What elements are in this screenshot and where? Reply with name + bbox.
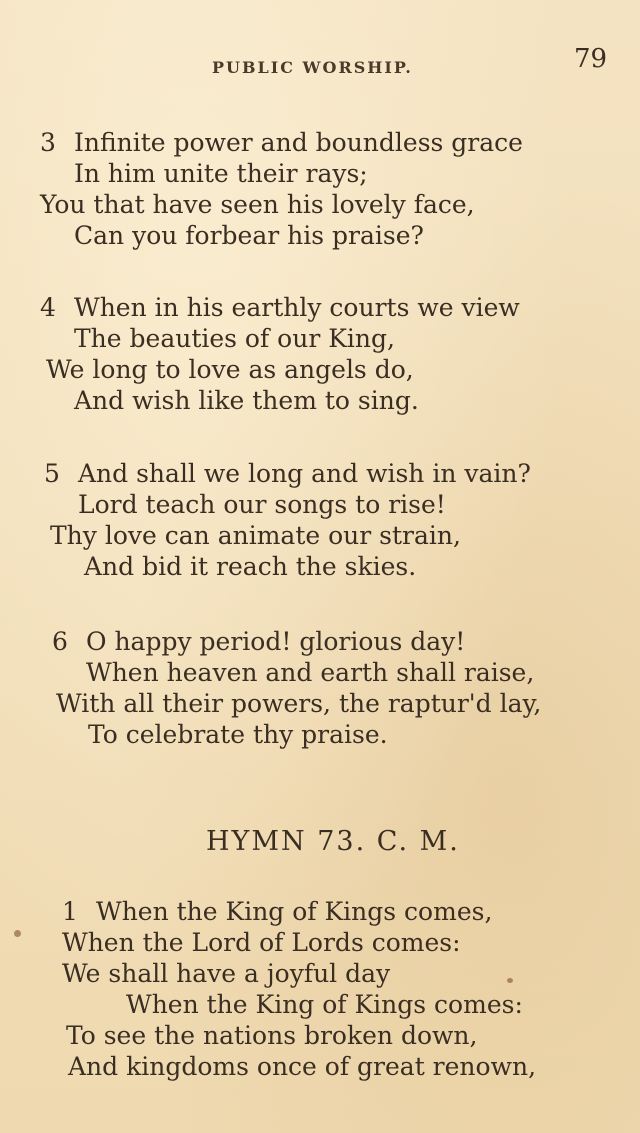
stanza-line: With all their powers, the raptur'd lay, bbox=[56, 689, 542, 718]
stanza-line: To celebrate thy praise. bbox=[88, 720, 388, 749]
stanza-line: 6 O happy period! glorious day! bbox=[52, 627, 466, 656]
stanza-number: 1 bbox=[62, 897, 78, 926]
stanza-number: 4 bbox=[40, 293, 56, 322]
stanza-line: In him unite their rays; bbox=[74, 159, 368, 188]
stanza-4 bbox=[40, 292, 520, 416]
stanza-3 bbox=[40, 127, 523, 251]
hymn-title: HYMN 73. C. M. bbox=[206, 826, 460, 857]
ink-spot bbox=[14, 930, 21, 937]
running-header: PUBLIC WORSHIP. bbox=[212, 58, 413, 77]
ink-spot bbox=[507, 978, 513, 983]
stanza-line: And bid it reach the skies. bbox=[84, 552, 417, 581]
stanza-number: 6 bbox=[52, 627, 68, 656]
stanza-line: And kingdoms once of great renown, bbox=[68, 1052, 537, 1081]
stanza-line: When the Lord of Lords comes: bbox=[62, 928, 461, 957]
stanza-line: When the King of Kings comes: bbox=[126, 990, 523, 1019]
stanza-line: When heaven and earth shall raise, bbox=[86, 658, 535, 687]
stanza-line: You that have seen his lovely face, bbox=[40, 190, 475, 219]
stanza-number: 5 bbox=[44, 459, 60, 488]
stanza-line: 1 When the King of Kings comes, bbox=[62, 897, 493, 926]
stanza-line: Can you forbear his praise? bbox=[74, 221, 424, 250]
stanza-line: We long to love as angels do, bbox=[46, 355, 414, 384]
stanza-line: We shall have a joyful day bbox=[62, 959, 391, 988]
stanza-line: Lord teach our songs to rise! bbox=[78, 490, 446, 519]
stanza-line: 3 Infinite power and boundless grace bbox=[40, 128, 523, 157]
stanza-line: 4 When in his earthly courts we view bbox=[40, 293, 520, 322]
stanza-6 bbox=[52, 626, 541, 750]
hymn-73-stanza-1 bbox=[62, 896, 536, 1082]
stanza-number: 3 bbox=[40, 128, 56, 157]
stanza-line: To see the nations broken down, bbox=[66, 1021, 478, 1050]
stanza-line: Thy love can animate our strain, bbox=[50, 521, 461, 550]
page-number: 79 bbox=[574, 44, 608, 74]
stanza-line: The beauties of our King, bbox=[74, 324, 395, 353]
stanza-line: And wish like them to sing. bbox=[74, 386, 419, 415]
stanza-line: 5 And shall we long and wish in vain? bbox=[44, 459, 531, 488]
stanza-5 bbox=[44, 458, 531, 582]
